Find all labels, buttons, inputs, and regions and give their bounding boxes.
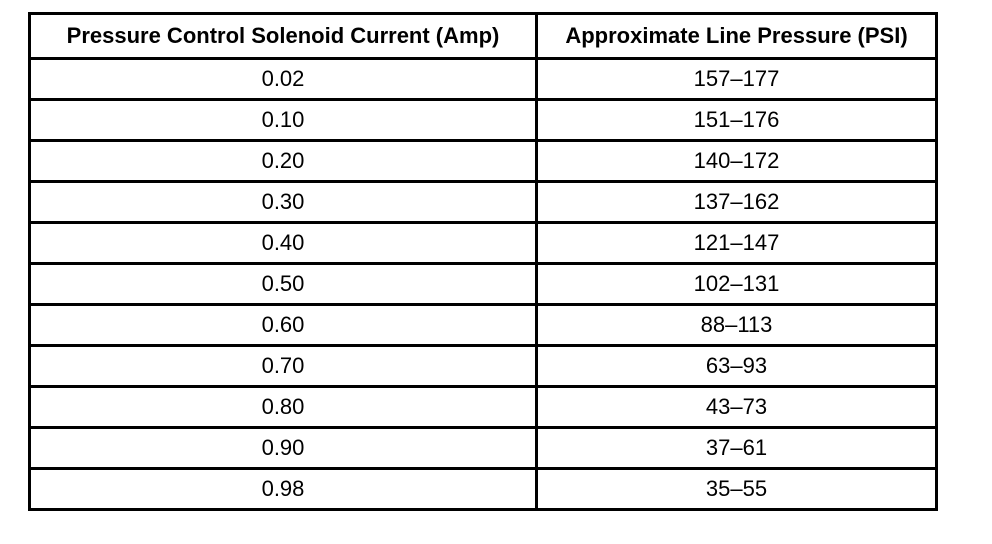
current-cell: 0.70	[30, 346, 537, 387]
current-cell: 0.02	[30, 59, 537, 100]
current-cell: 0.98	[30, 469, 537, 510]
header-line-pressure: Approximate Line Pressure (PSI)	[537, 14, 937, 59]
header-solenoid-current: Pressure Control Solenoid Current (Amp)	[30, 14, 537, 59]
pressure-cell: 157–177	[537, 59, 937, 100]
table-row	[30, 141, 937, 182]
current-cell: 0.40	[30, 223, 537, 264]
table-row	[30, 428, 937, 469]
pressure-cell: 151–176	[537, 100, 937, 141]
current-cell: 0.90	[30, 428, 537, 469]
pressure-cell: 43–73	[537, 387, 937, 428]
table-row	[30, 305, 937, 346]
pressure-cell: 35–55	[537, 469, 937, 510]
table-row	[30, 182, 937, 223]
table-row	[30, 469, 937, 510]
table-row	[30, 387, 937, 428]
table-header-row	[30, 14, 937, 59]
table-row	[30, 264, 937, 305]
current-cell: 0.10	[30, 100, 537, 141]
table-row	[30, 100, 937, 141]
table-row	[30, 223, 937, 264]
pressure-cell: 102–131	[537, 264, 937, 305]
table-row	[30, 346, 937, 387]
pressure-table	[28, 12, 938, 511]
pressure-cell: 63–93	[537, 346, 937, 387]
current-cell: 0.60	[30, 305, 537, 346]
pressure-cell: 137–162	[537, 182, 937, 223]
pressure-cell: 37–61	[537, 428, 937, 469]
pressure-cell: 88–113	[537, 305, 937, 346]
pressure-cell: 140–172	[537, 141, 937, 182]
current-cell: 0.80	[30, 387, 537, 428]
current-cell: 0.50	[30, 264, 537, 305]
current-cell: 0.20	[30, 141, 537, 182]
table-row	[30, 59, 937, 100]
current-cell: 0.30	[30, 182, 537, 223]
pressure-cell: 121–147	[537, 223, 937, 264]
pressure-table-container	[28, 12, 938, 511]
